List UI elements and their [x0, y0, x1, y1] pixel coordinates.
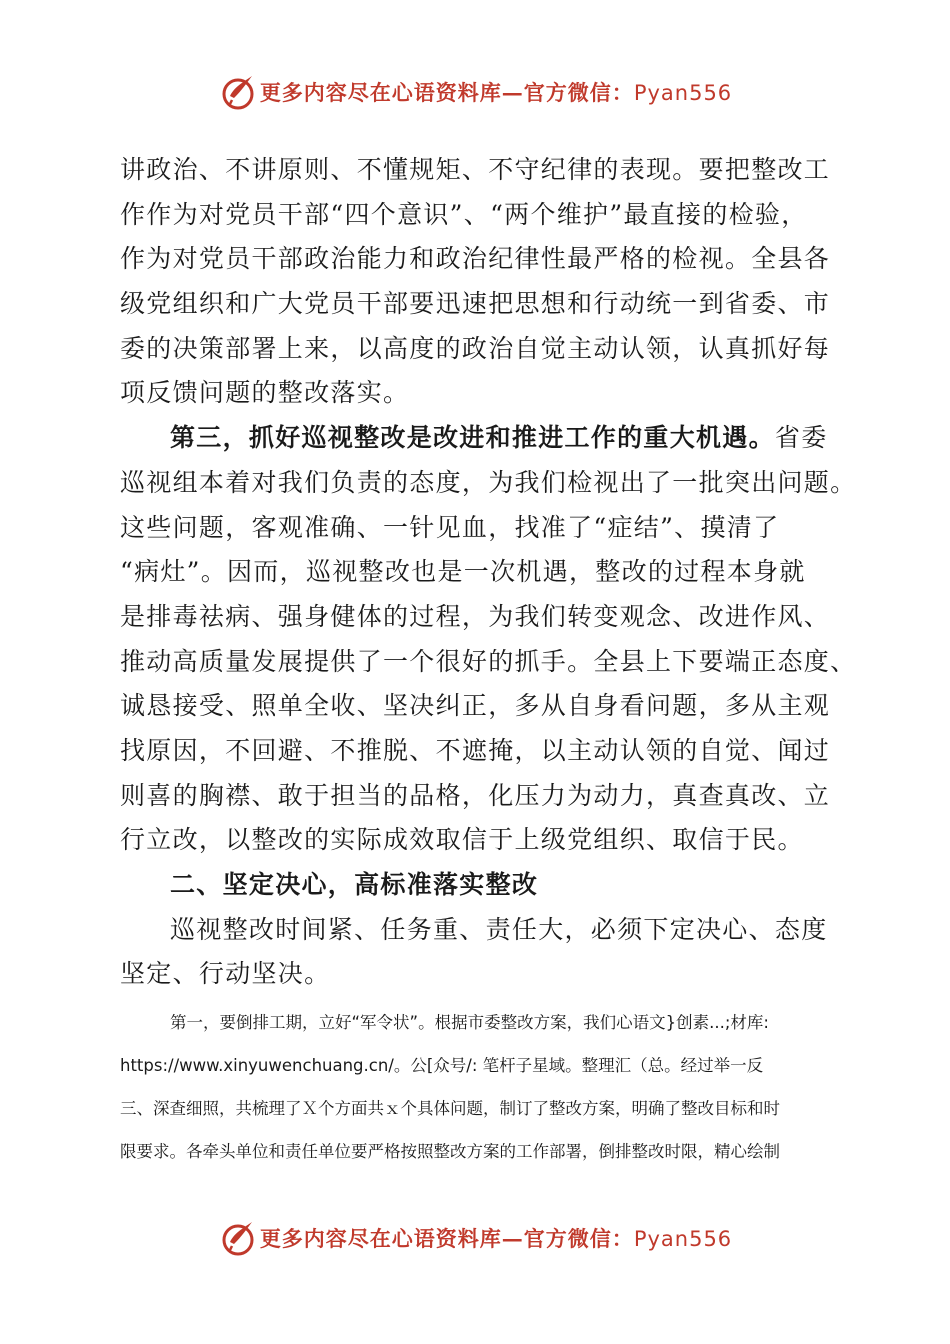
banner-text: [260, 77, 732, 107]
banner-slogan: 更多内容尽在心语资料库—官方微信：: [259, 80, 634, 105]
paragraph-3-lead: 第三，抓好巡视整改是改进和推进工作的重大机遇。: [170, 423, 775, 453]
small-text-line: 限要求。各牵头单位和责任单位要严格按照整改方案的工作部署，倒排整改时限，精心绘制: [120, 1142, 780, 1162]
text-line: 这些问题，客观准确、一针见血，找准了“症结”、摸清了: [120, 512, 780, 542]
small-text-line: 三、深查细照，共梳理了Ｘ个方面共ｘ个具体问题，制订了整改方案，明确了整改目标和时: [120, 1099, 780, 1119]
section-heading: 二、坚定决心，高标准落实整改: [170, 870, 539, 899]
quill-seal-logo-icon: [218, 1218, 258, 1258]
text-line: 推动高质量发展提供了一个很好的抓手。全县上下要端正态度、: [120, 646, 857, 676]
banner-wechat-id: Pyan556: [633, 1227, 733, 1251]
banner-slogan: 更多内容尽在心语资料库—官方微信：: [259, 1226, 634, 1251]
text-line: 行立改，以整改的实际成效取信于上级党组织、取信于民。: [120, 825, 804, 855]
text-line: “病灶”。因而，巡视整改也是一次机遇，整改的过程本身就: [120, 557, 806, 587]
text-line: 坚定、行动坚决。: [120, 959, 331, 989]
text-line: 委的决策部署上来，以高度的政治自觉主动认领，认真抓好每: [120, 333, 831, 363]
text-line: 巡视组本着对我们负责的态度，为我们检视出了一批突出问题。: [120, 467, 857, 497]
text-line: 项反馈问题的整改落实。: [120, 378, 410, 408]
text-line: 巡视整改时间紧、任务重、责任大，必须下定决心、态度: [170, 914, 828, 944]
text-line: 是排毒祛病、强身健体的过程，为我们转变观念、改进作风、: [120, 601, 831, 631]
header-banner: [0, 72, 950, 112]
text-line: 诚恳接受、照单全收、坚决纠正，多从自身看问题，多从主观: [120, 691, 831, 721]
small-text-line: https://www.xinyuwenchuang.cn/。公[众号/: 笔杆子星域。整理汇（总。经过举一反: [120, 1056, 764, 1076]
paragraph-3-first-line: [120, 416, 832, 461]
text-line: 级党组织和广大党员干部要迅速把思想和行动统一到省委、市: [120, 289, 831, 319]
banner-wechat-id: Pyan556: [633, 81, 733, 105]
text-line: 作作为对党员干部“四个意识”、“两个维护”最直接的检验，: [120, 199, 808, 229]
text-line: 讲政治、不讲原则、不懂规矩、不守纪律的表现。要把整改工: [120, 155, 831, 184]
footer-banner: [0, 1218, 950, 1258]
small-text-line: 第一，要倒排工期，立好“军令状”。根据市委整改方案，我们心语文}创素...;材库:: [170, 1013, 769, 1033]
text-line: 则喜的胸襟、敢于担当的品格，化压力为动力，真查真改、立: [120, 780, 831, 810]
text-line: 作为对党员干部政治能力和政治纪律性最严格的检视。全县各: [120, 244, 831, 274]
document-body: [120, 148, 857, 1173]
banner-text: [260, 1223, 732, 1253]
text-line: 找原因，不回避、不推脱、不遮掩，以主动认领的自觉、闻过: [120, 735, 831, 765]
quill-seal-logo-icon: [218, 72, 258, 112]
paragraph-3-lead-rest: 省委: [774, 423, 828, 453]
